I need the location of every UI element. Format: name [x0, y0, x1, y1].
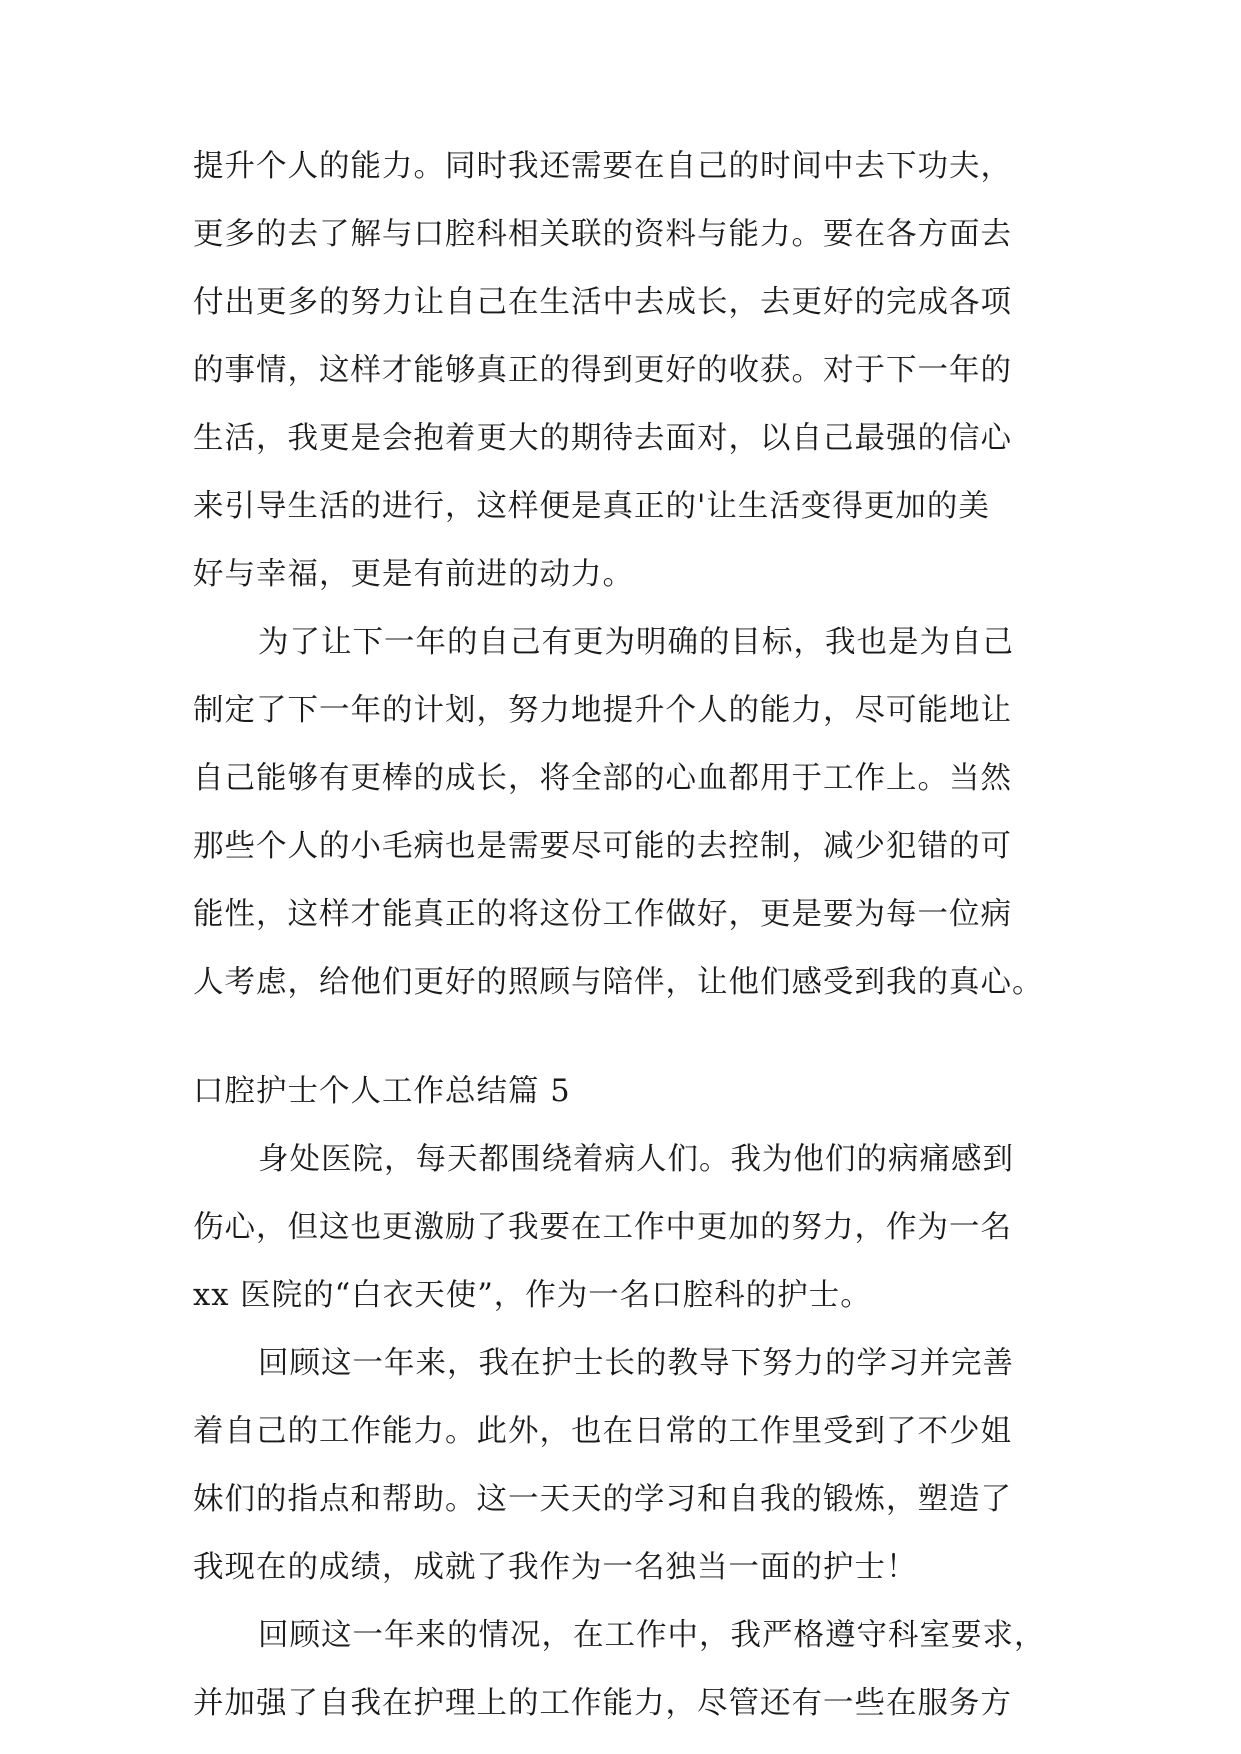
section-heading: 口腔护士个人工作总结篇 5 — [193, 1074, 571, 1109]
paragraph-2-line-6: 人考虑，给他们更好的照顾与陪伴，让他们感受到我的真心。 — [193, 965, 1044, 1000]
paragraph-4-line-4: 我现在的成绩，成就了我作为一名独当一面的护士！ — [193, 1550, 918, 1585]
paragraph-4-line-3: 妹们的指点和帮助。这一天天的学习和自我的锻炼，塑造了 — [193, 1482, 1012, 1517]
paragraph-5-line-2: 并加强了自我在护理上的工作能力，尽管还有一些在服务方 — [193, 1686, 1012, 1721]
paragraph-4-line-1: 回顾这一年来，我在护士长的教导下努力的学习并完善 — [258, 1346, 1014, 1381]
paragraph-1-line-1: 提升个人的能力。同时我还需要在自己的时间中去下功夫， — [193, 149, 1012, 184]
paragraph-1-line-4: 的事情，这样才能够真正的得到更好的收获。对于下一年的 — [193, 353, 1012, 388]
paragraph-2-line-3: 自己能够有更棒的成长，将全部的心血都用于工作上。当然 — [193, 761, 1012, 796]
paragraph-2-line-5: 能性，这样才能真正的将这份工作做好，更是要为每一位病 — [193, 897, 1012, 932]
paragraph-3-line-3: xx 医院的“白衣天使”，作为一名口腔科的护士。 — [193, 1278, 872, 1313]
paragraph-3-line-1: 身处医院，每天都围绕着病人们。我为他们的病痛感到 — [258, 1142, 1014, 1177]
paragraph-1-line-3: 付出更多的努力让自己在生活中去成长，去更好的完成各项 — [193, 285, 1012, 320]
paragraph-1-line-5: 生活，我更是会抱着更大的期待去面对，以自己最强的信心 — [193, 421, 1012, 456]
paragraph-1-line-6: 来引导生活的进行，这样便是真正的'让生活变得更加的美 — [193, 489, 990, 524]
paragraph-2-line-2: 制定了下一年的计划，努力地提升个人的能力，尽可能地让 — [193, 693, 1012, 728]
paragraph-2-line-4: 那些个人的小毛病也是需要尽可能的去控制，减少犯错的可 — [193, 829, 1012, 864]
paragraph-5-line-1: 回顾这一年来的情况，在工作中，我严格遵守科室要求， — [258, 1618, 1046, 1653]
paragraph-4-line-2: 着自己的工作能力。此外，也在日常的工作里受到了不少姐 — [193, 1414, 1012, 1449]
paragraph-1-line-7: 好与幸福，更是有前进的动力。 — [193, 557, 634, 592]
paragraph-2-line-1: 为了让下一年的自己有更为明确的目标，我也是为自己 — [258, 625, 1014, 660]
paragraph-1-line-2: 更多的去了解与口腔科相关联的资料与能力。要在各方面去 — [193, 217, 1012, 252]
paragraph-3-line-2: 伤心，但这也更激励了我要在工作中更加的努力，作为一名 — [193, 1210, 1012, 1245]
